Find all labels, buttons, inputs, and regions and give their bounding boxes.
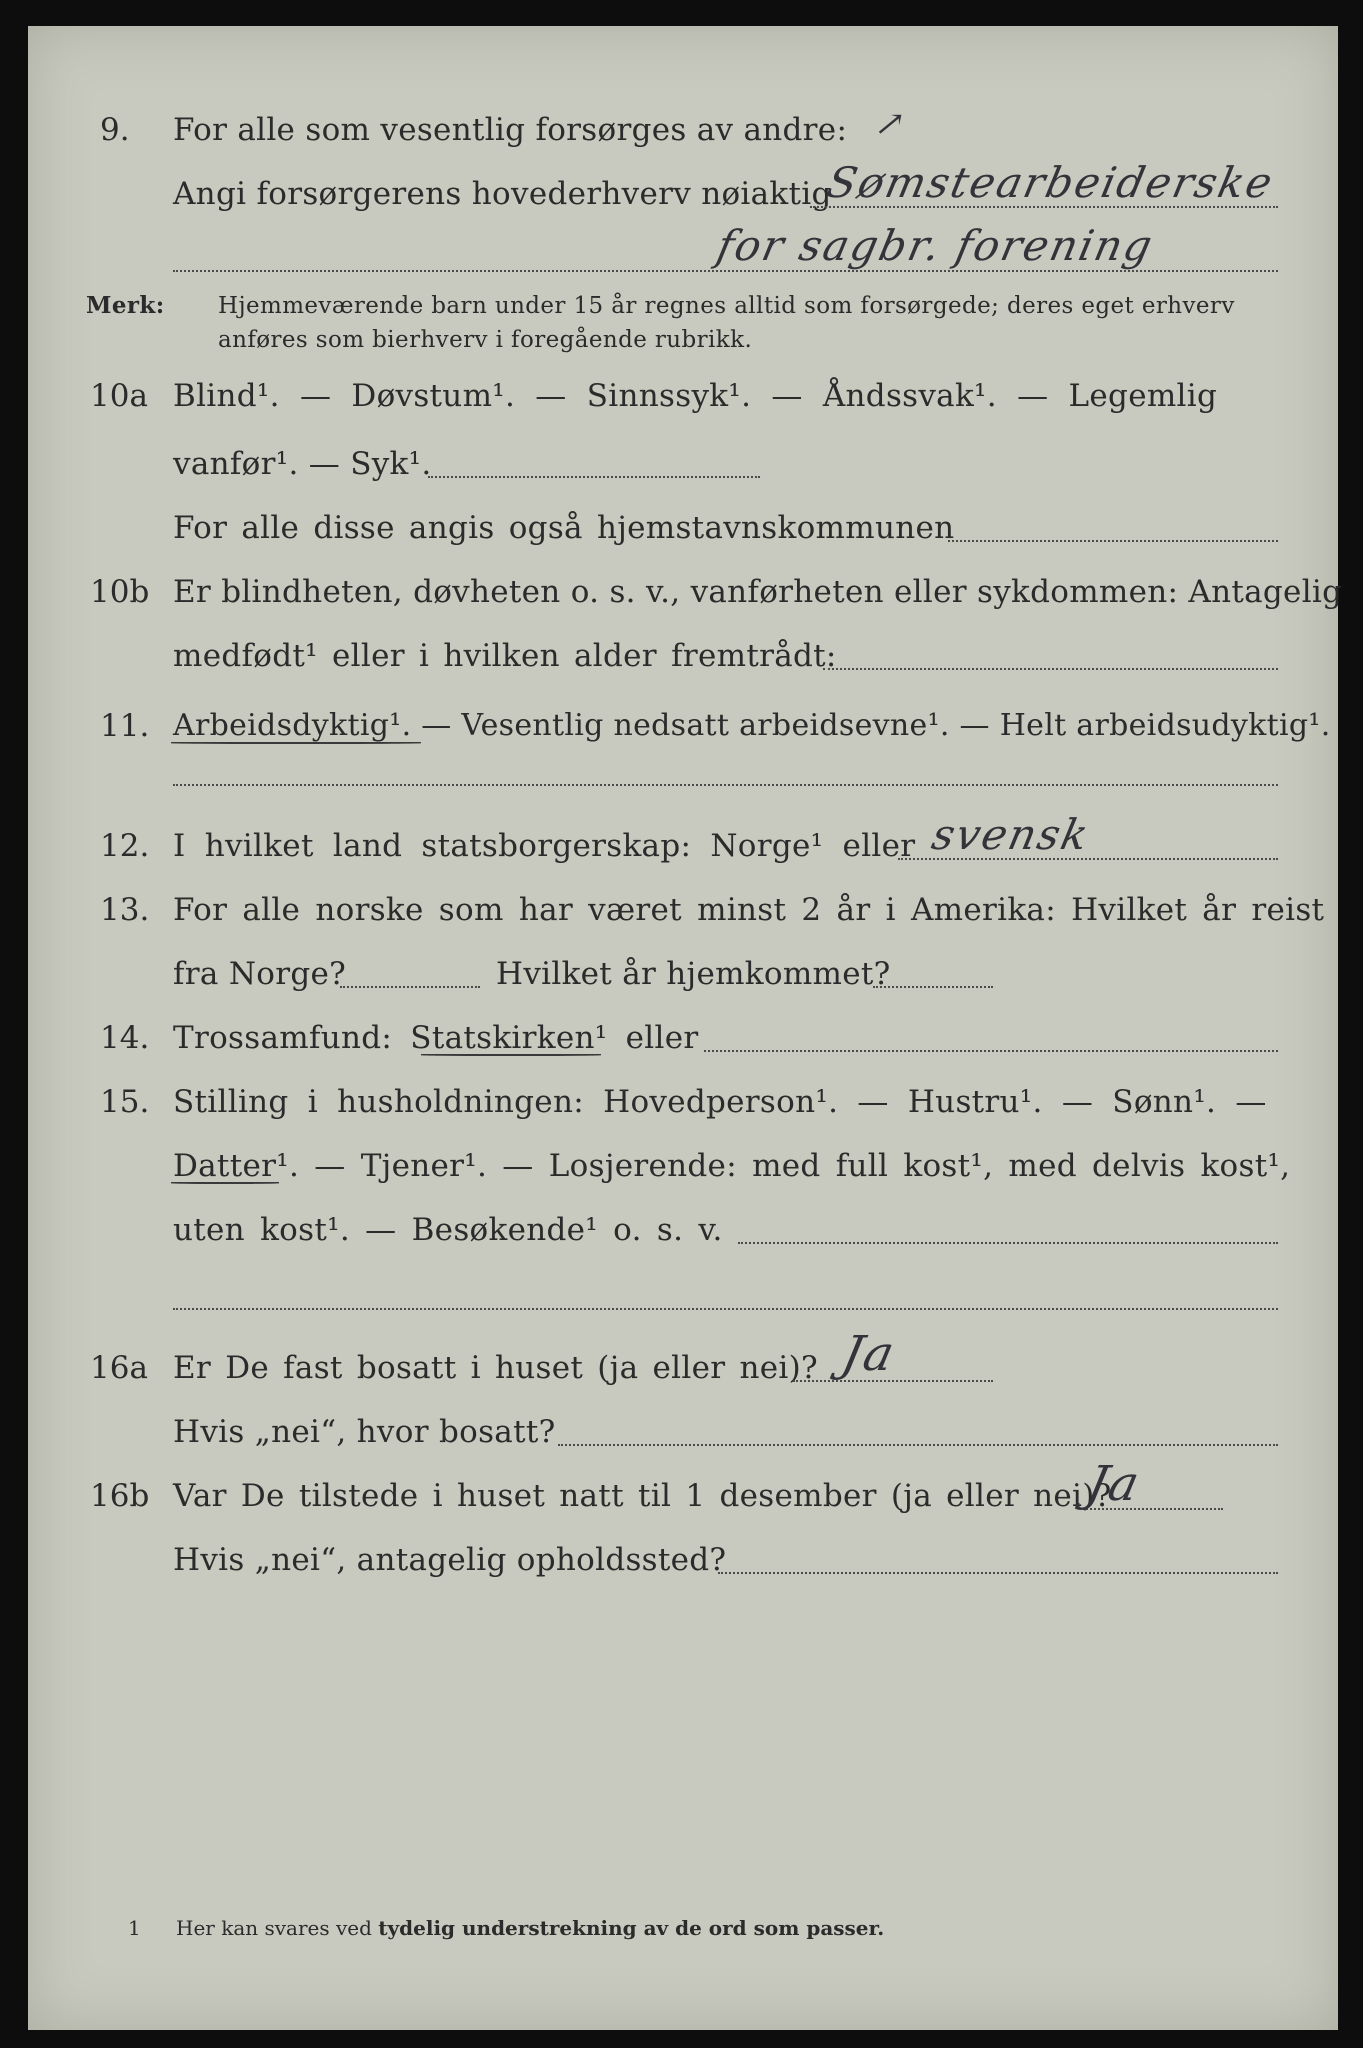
q13-line2b: Hvilket år hjemkommet? <box>496 956 891 992</box>
q13-answer-line1 <box>340 986 480 988</box>
q14-line1: Trossamfund: Statskirken¹ eller <box>173 1020 699 1056</box>
q10a-number: 10a <box>90 378 148 414</box>
q10b-line2: medfødt¹ eller i hvilken alder fremtrådt: <box>173 638 837 674</box>
q12-line1: I hvilket land statsborgerskap: Norge¹ eller <box>173 828 916 864</box>
q10a-answer-line2 <box>948 540 1278 542</box>
q9-line2: Angi forsørgerens hovederhverv nøiaktig <box>173 176 832 212</box>
q15-underline-datter <box>171 1182 279 1184</box>
q16b-line1: Var De tilstede i huset natt til 1 desember (ja eller nei)? <box>173 1478 1112 1514</box>
q13-line1: For alle norske som har været minst 2 år i Amerika: Hvilket år reist <box>173 892 1325 928</box>
census-form-page <box>28 26 1343 2030</box>
q10b-answer-line <box>823 668 1278 670</box>
footnote-text-b: tydelig understrekning av de ord som passer. <box>378 1916 885 1940</box>
q14-answer-line <box>704 1050 1278 1052</box>
merk-label: Merk: <box>86 292 165 319</box>
q10a-answer-line1 <box>428 476 760 478</box>
q11-answer-line <box>173 784 1278 786</box>
q15-line3: uten kost¹. — Besøkende¹ o. s. v. <box>173 1212 723 1248</box>
q15-answer-line1 <box>738 1242 1278 1244</box>
q15-line2: Datter¹. — Tjener¹. — Losjerende: med full kost¹, med delvis kost¹, <box>173 1148 1291 1184</box>
q16b-hand-answer: Ja <box>1082 1456 1146 1512</box>
q10a-line2: vanfør¹. — Syk¹. <box>173 446 432 482</box>
q12-hand-answer: svensk <box>927 810 1095 859</box>
q14-number: 14. <box>100 1020 150 1056</box>
q16a-answer-line2 <box>558 1444 1278 1446</box>
q16b-line2: Hvis „nei“, antagelig opholdssted? <box>173 1542 727 1578</box>
q13-answer-line2 <box>873 986 993 988</box>
q9-number: 9. <box>100 112 130 148</box>
footnote-text-a: Her kan svares ved <box>176 1916 372 1940</box>
q16a-line1: Er De fast bosatt i huset (ja eller nei)? <box>173 1350 818 1386</box>
q10a-line1: Blind¹. — Døvstum¹. — Sinnssyk¹. — Åndssvak¹. — Legemlig <box>173 378 1218 414</box>
q14-underline-statskirken <box>421 1054 601 1056</box>
merk-line1: Hjemmeværende barn under 15 år regnes alltid som forsørgede; deres eget erhverv <box>218 293 1235 319</box>
q13-line2a: fra Norge? <box>173 956 347 992</box>
footnote-mark: 1 <box>128 1916 141 1940</box>
q16a-hand-answer: Ja <box>837 1326 901 1382</box>
q16b-number: 16b <box>90 1478 150 1514</box>
q13-number: 13. <box>100 892 150 928</box>
q11-line1: Arbeidsdyktig¹. — Vesentlig nedsatt arbeidsevne¹. — Helt arbeidsudyktig¹. <box>173 708 1331 743</box>
q16a-answer-line1 <box>793 1380 993 1382</box>
q10a-line3: For alle disse angis også hjemstavnskommunen <box>173 510 955 546</box>
q15-line1: Stilling i husholdningen: Hovedperson¹. — Hustru¹. — Sønn¹. — <box>173 1084 1267 1120</box>
q11-number: 11. <box>100 708 150 744</box>
q12-number: 12. <box>100 828 150 864</box>
q9-hand-arrow: ↗ <box>871 104 911 144</box>
q15-answer-line2 <box>173 1308 1278 1310</box>
q9-answer-line2 <box>173 270 1278 272</box>
q10b-number: 10b <box>90 574 150 610</box>
q9-hand-answer1: Sømstearbeiderske <box>822 158 1279 207</box>
q9-line1: For alle som vesentlig forsørges av andre: <box>173 112 848 148</box>
merk-line2: anføres som bierhverv i foregående rubrikk. <box>218 327 753 353</box>
q16b-answer-line2 <box>718 1572 1278 1574</box>
q16a-line2: Hvis „nei“, hvor bosatt? <box>173 1414 556 1450</box>
q15-number: 15. <box>100 1084 150 1120</box>
q9-hand-answer2: for sagbr. forening <box>712 221 1159 270</box>
q11-underline-arbeidsdyktig <box>171 742 421 744</box>
q10b-line1: Er blindheten, døvheten o. s. v., vanførheten eller sykdommen: Antagelig <box>173 574 1343 610</box>
footnote-text <box>176 1914 884 1942</box>
q16a-number: 16a <box>90 1350 148 1386</box>
